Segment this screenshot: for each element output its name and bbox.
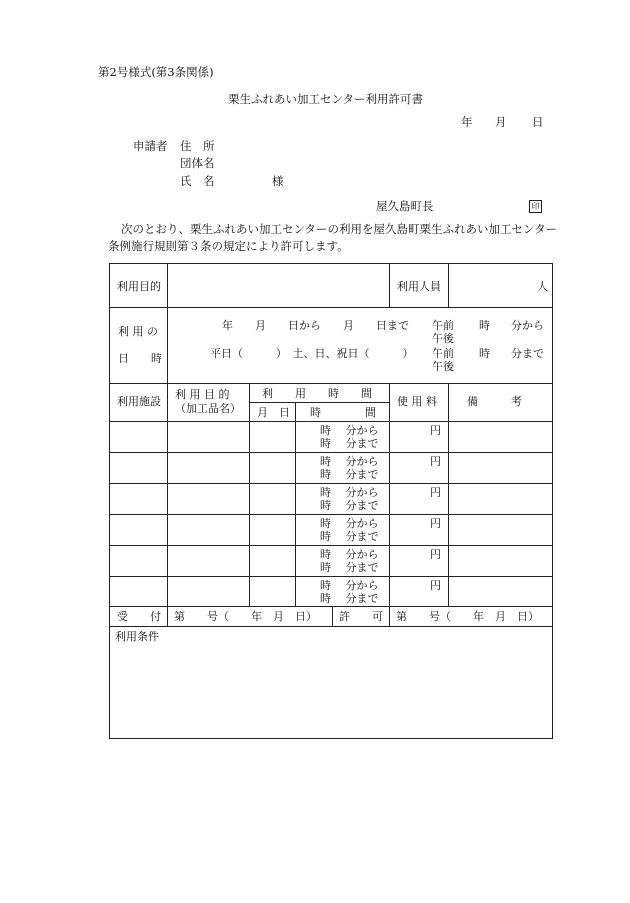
row-time-to: 時 分まで bbox=[320, 530, 379, 543]
honorific: 様 bbox=[272, 174, 284, 188]
permit-value: 第 号（ 年 月 日） bbox=[396, 610, 539, 623]
seal-icon: 印 bbox=[529, 200, 542, 213]
row-time-from: 時 分から bbox=[320, 548, 379, 561]
rule bbox=[109, 483, 553, 484]
row-time-from: 時 分から bbox=[320, 455, 379, 468]
rule bbox=[295, 402, 296, 606]
datetime-label-1: 利 用 の bbox=[118, 325, 158, 338]
users-label: 利用人員 bbox=[397, 280, 441, 293]
body-text-line-1: 次のとおり、栗生ふれあい加工センターの利用を屋久島町栗生ふれあい加工センター bbox=[121, 222, 558, 236]
rule bbox=[109, 545, 553, 546]
permit-label: 許 可 bbox=[339, 610, 383, 623]
am-label: 午前 bbox=[432, 319, 454, 332]
rule bbox=[109, 626, 553, 627]
rule bbox=[109, 421, 553, 422]
row-fee-unit: 円 bbox=[430, 486, 441, 499]
hour-label: 時 bbox=[479, 319, 490, 332]
row-fee-unit: 円 bbox=[430, 579, 441, 592]
product-name-header: （加工品名） bbox=[175, 402, 241, 415]
reception-label: 受 付 bbox=[117, 610, 161, 623]
hour-minute-header: 時 間 bbox=[310, 406, 376, 419]
rule bbox=[109, 307, 553, 308]
facility-header: 利用施設 bbox=[117, 395, 161, 408]
pm-label: 午後 bbox=[432, 360, 454, 373]
seal-mark bbox=[529, 200, 542, 213]
issuer-title: 屋久島町長 bbox=[376, 199, 434, 213]
purpose-label: 利用目的 bbox=[117, 280, 161, 293]
rule bbox=[249, 383, 250, 606]
remarks-header: 備 考 bbox=[467, 395, 522, 408]
rule bbox=[448, 263, 449, 307]
row-time-from: 時 分から bbox=[320, 424, 379, 437]
minute-to-label: 分まで bbox=[511, 347, 544, 360]
time-header: 利 用 時 間 bbox=[262, 387, 372, 400]
am-label: 午前 bbox=[432, 347, 454, 360]
row-time-to: 時 分まで bbox=[320, 561, 379, 574]
rule bbox=[109, 576, 553, 577]
fee-header: 使 用 料 bbox=[397, 395, 437, 408]
date-year: 年 bbox=[461, 115, 473, 129]
row-time-to: 時 分まで bbox=[320, 437, 379, 450]
minute-from-label: 分から bbox=[511, 319, 544, 332]
row-time-to: 時 分まで bbox=[320, 592, 379, 605]
rule bbox=[448, 383, 449, 606]
row-time-from: 時 分から bbox=[320, 517, 379, 530]
purpose-header: 利 用 目 的 bbox=[175, 388, 230, 401]
rule bbox=[389, 263, 390, 307]
rule bbox=[109, 383, 553, 384]
month-day-header: 月 日 bbox=[257, 406, 290, 419]
row-fee-unit: 円 bbox=[430, 455, 441, 468]
row-time-to: 時 分まで bbox=[320, 499, 379, 512]
row-fee-unit: 円 bbox=[430, 548, 441, 561]
document-title: 栗生ふれあい加工センター利用許可書 bbox=[228, 92, 424, 106]
form-number: 第2号様式(第3条関係) bbox=[98, 65, 214, 79]
rule bbox=[109, 452, 553, 453]
date-day: 日 bbox=[532, 115, 544, 129]
row-time-from: 時 分から bbox=[320, 486, 379, 499]
row-fee-unit: 円 bbox=[430, 517, 441, 530]
row-time-to: 時 分まで bbox=[320, 468, 379, 481]
name-label: 氏 名 bbox=[180, 174, 215, 188]
row-fee-unit: 円 bbox=[430, 424, 441, 437]
row-time-from: 時 分から bbox=[320, 579, 379, 592]
rule bbox=[109, 606, 553, 607]
pm-label: 午後 bbox=[432, 332, 454, 345]
users-unit: 人 bbox=[537, 280, 548, 293]
body-text-line-2: 条例施行規則第３条の規定により許可します。 bbox=[108, 239, 349, 253]
date-range-line: 年 月 日から 月 日まで bbox=[222, 319, 409, 332]
datetime-label-2: 日 時 bbox=[118, 352, 162, 365]
rule bbox=[109, 514, 553, 515]
hour-label: 時 bbox=[479, 347, 490, 360]
reception-value: 第 号（ 年 月 日） bbox=[174, 610, 317, 623]
rule bbox=[167, 263, 168, 626]
address-label: 住 所 bbox=[180, 139, 215, 153]
weekday-line: 平日（ ） 土、日、祝日（ ） bbox=[210, 347, 414, 360]
applicant-label: 申請者 bbox=[133, 139, 168, 153]
date-month: 月 bbox=[495, 115, 507, 129]
conditions-label: 利用条件 bbox=[115, 630, 159, 643]
rule bbox=[249, 402, 389, 403]
group-name-label: 団体名 bbox=[180, 156, 215, 170]
rule bbox=[332, 606, 333, 626]
rule bbox=[389, 383, 390, 626]
